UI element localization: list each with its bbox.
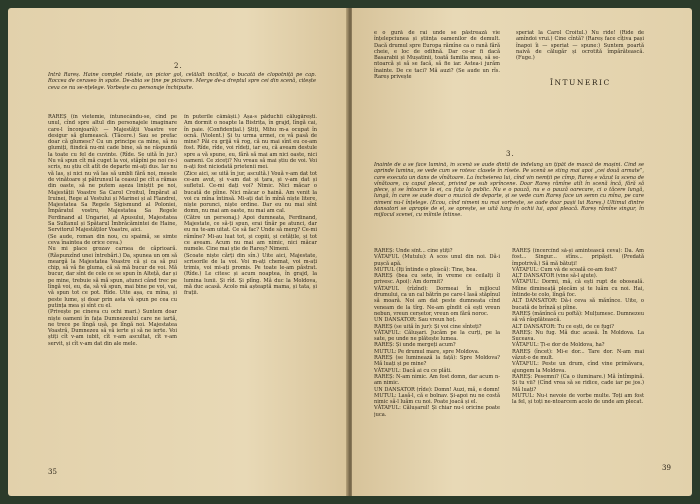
top-text-column-1: [374, 30, 500, 84]
section-heading: ÎNTUNERIC: [550, 78, 611, 87]
dialogue-column-2-text: RAREȘ (încercînd să-și amintească ceva): Da. Am fost... Singur... stîns... pripășit. (Predată împotrivă.) Să mă bătuți! VĂTAFUL: Cum vă de scoală ce-am fost? ALT DANSATOR (vine să-l ajute). VĂTAFUL: Dormi, mă, că ești rupt de oboseală. Mîine dimineață plecăm și te luăm cu noi. Hai, întinde-te colo, lîngă foc. ALT DANSATOR: Dă-i ceva să mănînce. Uite, o bucată de brînză și pîine. RAREȘ (mănîncă cu poftă): Mulțumesc. Dumnezeu să vă răsplătească. ALT DANSATOR: Tu ce ești, de ce fugi? RAREȘ: Nu fug. Mă duc acasă. În Moldova. La Suceava. VĂTAFUL: Ți-e dor de Moldova, ha? RAREȘ (încet): Mi-e dor... Tare dor. N-am mai văzut-o de mult. VĂTAFUL: Peste un drum, cînd vine primăvara, ajungem la Moldova. RAREȘ: Pesemni? (Ca o iluminare.) Mă întîmpină. Și tu vii? (Cînd vrea să se ridice, cade iar pe jos.) Mă luați? MUTUL: Nu-i nevoie de vorbe multe. Toți am fost la fel, și toți ne-ntoarcem acolo de unde am plecat.: [512, 248, 644, 406]
top-text-column-2: [516, 30, 644, 72]
left-page: [8, 8, 348, 496]
intro-direction-text: Intră Rareș. Haine complet rîsiate, un picior gol, celălalt încălțat, o bucată de clopotniță pe cap. Roccea de ceraseo în spate. De-abia se ține pe picioare. Merge de-a dreptul spre cei din scenă, citește ceva ce nu se-nțelege. Vorbește cu personaje închipuite.: [48, 72, 316, 91]
section-number: 3.: [506, 150, 515, 158]
page-number: 35: [48, 468, 57, 476]
column-2-text: în puterile cămășii.) Așa-s păduchii călugărești. Am dormit o noapte la Bistrița, în grajd, lîngă cai, în paie. (Confidențial.) Știți, Mihu m-a ocupat în ocnă. (Violent.) Și tu urma urmei, ce vă pasă de mine? Păi cu grijă vă rog, că nu mai sînt eu ce-am fost. Rîde, rîde, voi rîdeți, iar eu, că aveam destule spre a vă spune, eu, fără să mai am nici oaste, nici oameni. Ce ziceți? Nu vreau să mai știu de voi. Voi n-ați fost niciodată prietenii mei. (Zice aici, se uită în jur, ascultă.) Vouă v-am dat tot ce-am avut, și v-am dat și țara, și v-am dat și sufletul. Ce-mi dați voi? Nimic. Nici măcar o bucată de pîine. Nici măcar o haină. Am venit la voi cu mîna întinsă. Mi-ați dat în mînă niște litere, niște porunci, niște ordine. Dar eu nu mai sînt domn, nu mai am oaste, nu mai am cal. (Către un personaj.) Apoi dumneata, Ferdinand, Majestate, ce să-ți spun, erai tînăr pe atunci, dar eu nu te-am uitat. Ce să fac? Unde să merg? Ce-mi rămîne? Mi-au luat tot, și copiii, și cetățile, și tot ce aveam. Acum nu mai am nimic, nici măcar numele. Cine mai știe de Rareș? Nimeni. (Scoate niște cărți din sîn.) Uite aici, Majestate, scrisorile de la voi. Voi m-ați chemat, voi m-ați trimis, voi mi-ați promis. Pe toate le-am păstrat. (Rîde.) Le citesc și acum noaptea, în grajd, la lumina lunii. Și rîd. Și plîng. Mă duc la Moldova, mă duc acasă. Acolo mă așteaptă mama, și tata, și frații.: [184, 114, 317, 297]
middle-direction-text: Înainte de a se face lumină, în scenă se aude dintîi de îndelung un țipăt de mască de mașini. Cînd se aprinde lumina, se vede cum se rotesc clasele în rîsete. Pe scenă se sting mai apoi „cei două armate”, care executa un dans de vînătoare. La încheierea lui, cînd vin nemții pe cîmp, Rareș e văzut la scena de vînătoare, cu capul plecat, privind pe sub sprîncene. Doar Rareș rămîne atît în scenă încă, fără să plece, și se întoarce la ei, cu fața la public. Nu e o pauză, nu e o pauză oarecare, ci o tăcere lungă, lungă, în care se aude doar o muzică de departe, și se vede cum Rareș face un semn cu mîna, pe care nimeni nu-l înțelege. (Ecou, cînd nimeni nu mai vorbește, se aude doar pașii lui Rareș.) Ultimul dintre dansatori se apropie de el, se oprește, se uită lung în ochii lui, apoi pleacă. Rareș rămîne singur, în mijlocul scenei, cu mîinile întinse.: [374, 162, 644, 219]
stage-direction: [48, 72, 316, 112]
section-number: 2.: [174, 62, 183, 70]
text-column-1: [48, 114, 177, 460]
right-page: [352, 8, 692, 496]
text-column-2: [184, 114, 317, 460]
dialogue-column-1: [374, 248, 500, 456]
page-number: 39: [662, 464, 671, 472]
top-column-1-text: e o gură de rai unde se păstrează vie înțelepciunea și știința oamenilor de demult. Dacă drumul spre Europa rămîne ca o rană fără cheie, e loc de odihnă. Dar ce-ar fi dacă Basarabii și Mușatinii, toată familia mea, să se-ntoarcă și să se facă, să fie iar. Astea-i jurăm înainte. De ce taci? Mă auzi? (Se aude un rîs. Rareș privește: [374, 30, 500, 81]
dialogue-column-1-text: RAREȘ: Unde sînt... cine știți? VĂTAFUL (Mutulu): A scos unul din noi. Dă-i pușcă apă. MUTUL (Iți întinde o ploscă): Tine, bea. RAREȘ (bea cu sete, în vreme ce ceilalți îl privesc. Apoi): Am dormit? VĂTAFUL (rîzînd): Dormeai în mijlocul drumului, ca un cal bătrîn pe care-l lasă stăpînul să moară. Noi am dat peste dumneata cînd veneam de la tîrg. Ne-am gîndit că ești vreun nebun, vreun cerșetor, vreun om fără noroc. UN DANSATOR: Sau vreun hoț. RAREȘ (se uită în jur): Și voi cine sînteți? VĂTAFUL: Călușari. Jucăm pe la curți, pe la sate, pe unde ne plătește lumea. RAREȘ: Și unde mergeți acum? MUTUL: Pe drumul mare, spre Moldova. RAREȘ (se luminează la față): Spre Moldova? Mă luați și pe mine? VĂTAFUL: Dacă ai cu ce plăti. RAREȘ: N-am nimic. Am fost domn, dar acum n-am nimic. UN DANSATOR (rîde): Domn! Auzi, mă, e domn! MUTUL: Lasă-l, că e bolnav. Și-apoi nu ne costă nimic să-l luăm cu noi. Poate joacă și el. VĂTAFUL: Călușarul! Și chiar nu-i oricine poate juca.: [374, 248, 500, 418]
top-column-2-text: speriat la Carol Croitul.) Nu rîde! (Rîde de amîndoi vrui.) Cine cîntă? (Rareș face cîțiva pași înapoi îi — speriat — spune:) Suntem poartă naivă de călugăr și ocrotită împărătească. (Fuge.): [516, 30, 644, 62]
dialogue-column-2: [512, 248, 644, 456]
column-1-text: RAREȘ (în vietemie, întunecându-se, cînd pe unul, cînd spre altul din personajele imaginare care-l înconjoară): — Majestății Voastre vor desigur să glumească. (Tăcere.) Sau se prefac doar că glumesc? Cu un principe ca mine, să nu glumiți, fiindcă nu-mi cade bine, să ne răspundă la toate cu fel de cuvinte. (Rîde. Se uită în jur.) Nu vă spun cît mă cuget la voi, stăpîni pe noi ce-i scris, nu știu cît atît de departe mi-ați dus. Iar nu vă las, și nici nu vă las să umbli fără noi, mesele de vinătoare și pătrunsul la ceasul pe cît a rămas din oaste, să ne putem așeza liniștit pe noi, Majestății Voastre Sa Carol Croitul, Împărat al Iruinei, Rege al Vestului și Marinei și al Flandrei, Majestatea Sa Regele Sigismund al Poloniei, Împăratul vostru, Majestatea Sa Regele Ferdinand al Ungariei, al Apusului, Majestatea Sa Sultanul și Spătarul Îmbrăcămintei de Haine, Servitorul Majestăților Voastre, aici. (Se aude, roman din nou, cu spaimă, se simte ceva înaintea de orice ceva.) Nu mi place grozav carnea de căprioară. (Răspunzînd unei întrebări.) Da, spunea un om să meargă la Majestatea Voastre că și ca să pui chip, să vă fie gluma, că să mă bucur de voi. Mă bucur, dar sînt de cele ce se spun în Alteță, dar și pe mine, trebuie să mă spun, atunci când trec pe lîngă voi, eu, da, să vă spun, mai bine pe voi, vai, vă spun tot ce pot. Rîde. Uite așa, cu mîna, și peste lume, și doar prin asta vă spun pe cea cu putința mea și sînt cu el. (Privește pe cineva cu ochi mari.) Suntem doar niște oameni în fața Dumnezeului care ne iartă, ne trece pe lîngă ușă, pe lîngă noi. Majestatea Voastră, Dumnezeu să vă ierte și să ne ierte. Voi știți cît v-am iubit, cît v-am ascultat, cît v-am servit, și cît v-am dat din ale mele.: [48, 114, 177, 347]
stage-direction: [374, 162, 644, 244]
